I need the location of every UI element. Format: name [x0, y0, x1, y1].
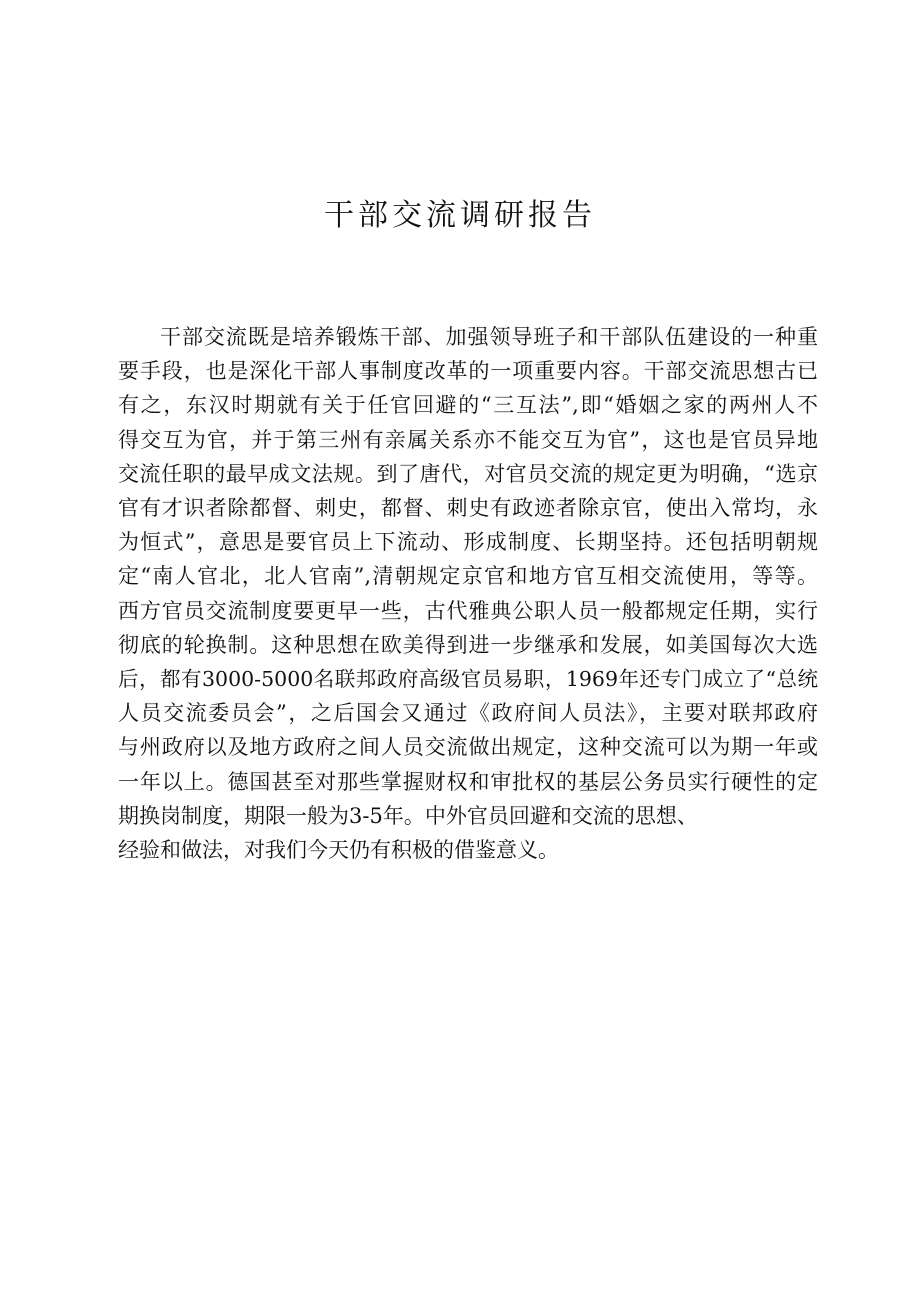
paragraph-line: 人员交流委员会”，之后国会又通过《政府间人员法》，主要对联邦政府	[118, 701, 818, 726]
paragraph-line: 彻底的轮换制。这种思想在欧美得到进一步继承和发展，如美国每次大选	[118, 632, 818, 657]
paragraph-line: 得交互为官，并于第三州有亲属关系亦不能交互为官”，这也是官员异地	[118, 427, 818, 452]
paragraph-line: 交流任职的最早成文法规。到了唐代，对官员交流的规定更为明确，“选京	[118, 461, 818, 486]
paragraph-line: 有之，东汉时期就有关于任官回避的“三互法”,即“婚姻之家的两州人不	[118, 393, 818, 418]
paragraph-line: 与州政府以及地方政府之间人员交流做出规定，这种交流可以为期一年或	[118, 735, 818, 760]
paragraph-line: 经验和做法，对我们今天仍有积极的借鉴意义。	[118, 838, 559, 863]
paragraph-line: 干部交流既是培养锻炼干部、加强领导班子和干部队伍建设的一种重	[160, 325, 818, 349]
body-paragraph	[118, 320, 818, 867]
paragraph-line: 官有才识者除都督、刺史，都督、刺史有政迹者除京官，使出入常均，永	[118, 496, 818, 521]
document-title: 干部交流调研报告	[324, 198, 596, 233]
paragraph-line: 一年以上。德国甚至对那些掌握财权和审批权的基层公务员实行硬性的定	[118, 769, 818, 794]
paragraph-line: 西方官员交流制度要更早一些，古代雅典公职人员一般都规定任期，实行	[118, 598, 818, 623]
paragraph-line: 后，都有3000-5000名联邦政府高级官员易职，1969年还专门成立了“总统	[118, 667, 818, 692]
paragraph-line: 为恒式”，意思是要官员上下流动、形成制度、长期坚持。还包括明朝规	[118, 530, 818, 555]
paragraph-line: 要手段，也是深化干部人事制度改革的一项重要内容。干部交流思想古已	[118, 359, 818, 384]
paragraph-line: 定“南人官北，北人官南”,清朝规定京官和地方官互相交流使用，等等。	[118, 564, 818, 589]
paragraph-line: 期换岗制度，期限一般为3-5年。中外官员回避和交流的思想、	[118, 803, 698, 828]
